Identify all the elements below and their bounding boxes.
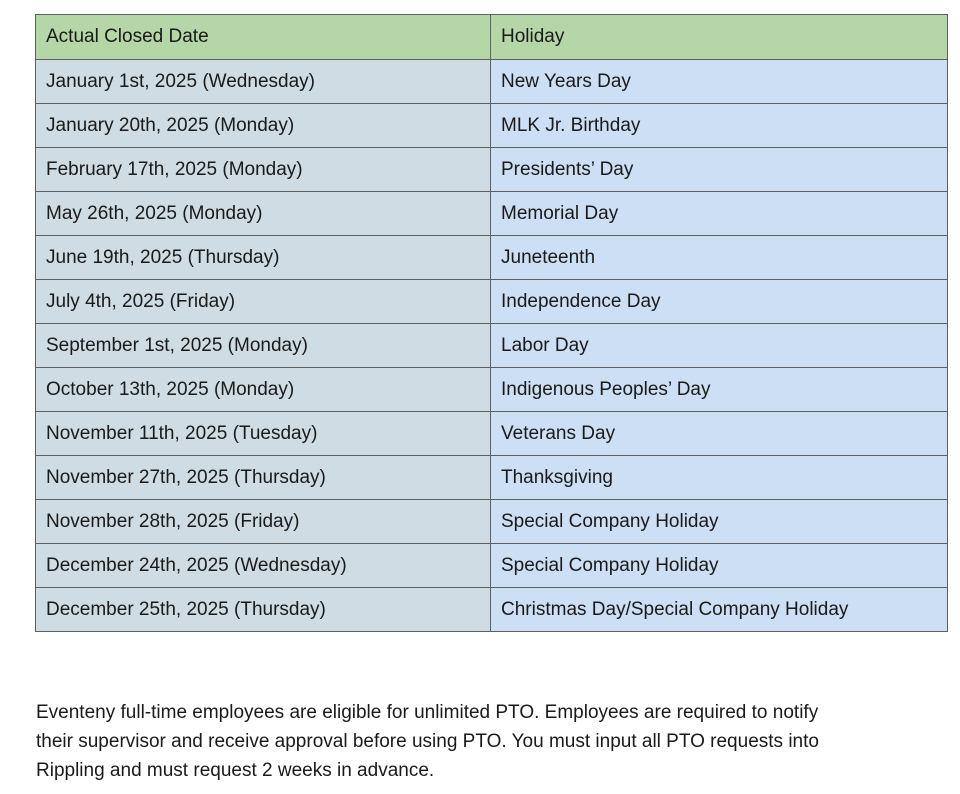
table-row [36,588,948,632]
table-row [36,236,948,280]
holiday-name-cell: Thanksgiving [491,456,948,500]
holiday-name-cell: Memorial Day [491,192,948,236]
closed-date-cell: September 1st, 2025 (Monday) [36,324,491,368]
closed-date-cell: February 17th, 2025 (Monday) [36,148,491,192]
closed-date-cell: January 1st, 2025 (Wednesday) [36,60,491,104]
closed-date-cell: July 4th, 2025 (Friday) [36,280,491,324]
pto-policy-note [36,698,936,785]
table-row [36,280,948,324]
holiday-name-cell: Labor Day [491,324,948,368]
table-header-row [36,15,948,60]
header-actual-closed-date: Actual Closed Date [36,15,491,60]
table-row [36,456,948,500]
closed-date-cell: May 26th, 2025 (Monday) [36,192,491,236]
table-row [36,544,948,588]
table-row [36,104,948,148]
holiday-name-cell: Independence Day [491,280,948,324]
holiday-name-cell: MLK Jr. Birthday [491,104,948,148]
pto-policy-line: their supervisor and receive approval before using PTO. You must input all PTO requests into [36,731,819,752]
holiday-name-cell: Presidents’ Day [491,148,948,192]
table-row [36,60,948,104]
holiday-name-cell: Indigenous Peoples’ Day [491,368,948,412]
table-row [36,412,948,456]
closed-date-cell: January 20th, 2025 (Monday) [36,104,491,148]
holiday-name-cell: Veterans Day [491,412,948,456]
closed-date-cell: November 28th, 2025 (Friday) [36,500,491,544]
header-holiday: Holiday [491,15,948,60]
pto-policy-line: Eventeny full-time employees are eligible for unlimited PTO. Employees are required to notify [36,702,819,723]
table-row [36,192,948,236]
closed-date-cell: June 19th, 2025 (Thursday) [36,236,491,280]
table-row [36,368,948,412]
holiday-name-cell: New Years Day [491,60,948,104]
holiday-name-cell: Special Company Holiday [491,500,948,544]
closed-date-cell: November 11th, 2025 (Tuesday) [36,412,491,456]
table-row [36,500,948,544]
table-row [36,148,948,192]
pto-policy-line: Rippling and must request 2 weeks in advance. [36,760,435,781]
table-row [36,324,948,368]
holiday-table [35,14,948,632]
closed-date-cell: December 25th, 2025 (Thursday) [36,588,491,632]
holiday-name-cell: Juneteenth [491,236,948,280]
closed-date-cell: December 24th, 2025 (Wednesday) [36,544,491,588]
holiday-name-cell: Christmas Day/Special Company Holiday [491,588,948,632]
closed-date-cell: November 27th, 2025 (Thursday) [36,456,491,500]
holiday-name-cell: Special Company Holiday [491,544,948,588]
closed-date-cell: October 13th, 2025 (Monday) [36,368,491,412]
